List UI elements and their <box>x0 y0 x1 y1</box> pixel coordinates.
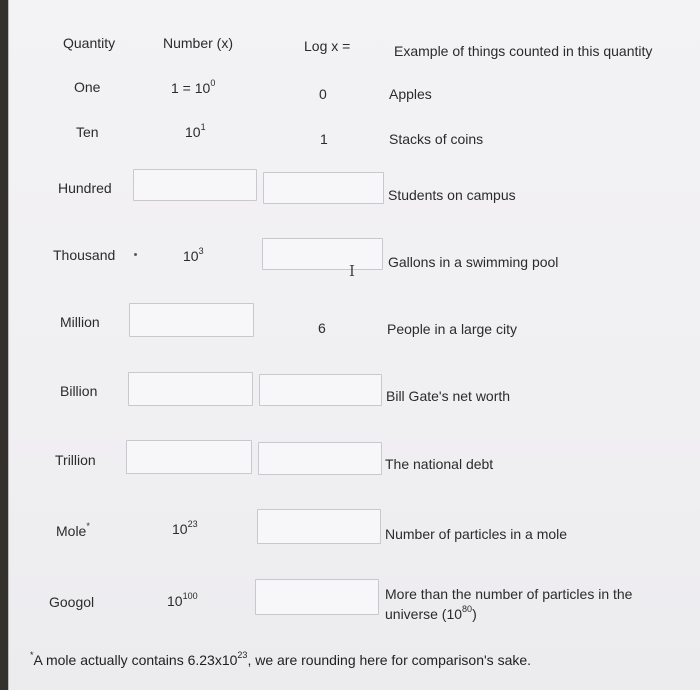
example-mole: Number of particles in a mole <box>385 526 568 542</box>
number-trillion-input[interactable] <box>126 440 252 474</box>
quantity-million: Million <box>60 314 100 330</box>
example-one: Apples <box>389 86 432 102</box>
log-one: 0 <box>319 86 327 102</box>
number-billion-input[interactable] <box>128 372 253 406</box>
example-thousand: Gallons in a swimming pool <box>388 254 559 270</box>
number-mole: $10^{23}$ <box>172 519 198 537</box>
quantity-billion: Billion <box>60 383 98 399</box>
log-million: 6 <box>318 320 326 336</box>
header-log: Log x = <box>304 38 351 54</box>
quantity-mole: Mole* <box>56 521 90 539</box>
quantity-trillion: Trillion <box>55 452 96 468</box>
log-trillion-input[interactable] <box>258 442 382 475</box>
stray-dot <box>134 253 137 256</box>
text-cursor-icon: I <box>349 262 355 280</box>
footnote: *A mole actually contains $6.23x10^{23}$, we are rounding here for comparison's sake. <box>30 650 532 668</box>
example-hundred: Students on campus <box>388 187 516 203</box>
example-million: People in a large city <box>387 321 517 337</box>
quantity-hundred: Hundred <box>58 180 112 196</box>
header-example: Example of things counted in this quantity <box>394 43 653 59</box>
log-googol-input[interactable] <box>255 579 379 615</box>
number-thousand: $10^3$ <box>183 246 204 264</box>
log-thousand-input[interactable] <box>262 238 383 270</box>
quantity-one: One <box>74 79 101 95</box>
number-one: $1 = 10^0$ <box>171 78 216 96</box>
header-number: Number (x) <box>163 35 234 51</box>
number-googol: $10^{100}$ <box>167 591 198 609</box>
log-hundred-input[interactable] <box>263 172 384 204</box>
example-trillion: The national debt <box>385 456 494 472</box>
log-billion-input[interactable] <box>259 374 382 406</box>
worksheet-page <box>8 0 700 690</box>
log-mole-input[interactable] <box>257 509 381 544</box>
number-million-input[interactable] <box>129 303 254 337</box>
number-ten: $10^1$ <box>185 122 206 140</box>
quantity-ten: Ten <box>76 124 99 140</box>
quantity-googol: Googol <box>49 594 95 610</box>
example-googol: More than the number of particles in the universe $(10^{80})$ <box>385 586 633 622</box>
example-billion: Bill Gate's net worth <box>386 388 511 404</box>
number-hundred-input[interactable] <box>133 169 257 201</box>
quantity-thousand: Thousand <box>53 247 116 263</box>
log-ten: 1 <box>320 131 328 147</box>
header-quantity: Quantity <box>63 35 116 51</box>
example-ten: Stacks of coins <box>389 131 484 147</box>
